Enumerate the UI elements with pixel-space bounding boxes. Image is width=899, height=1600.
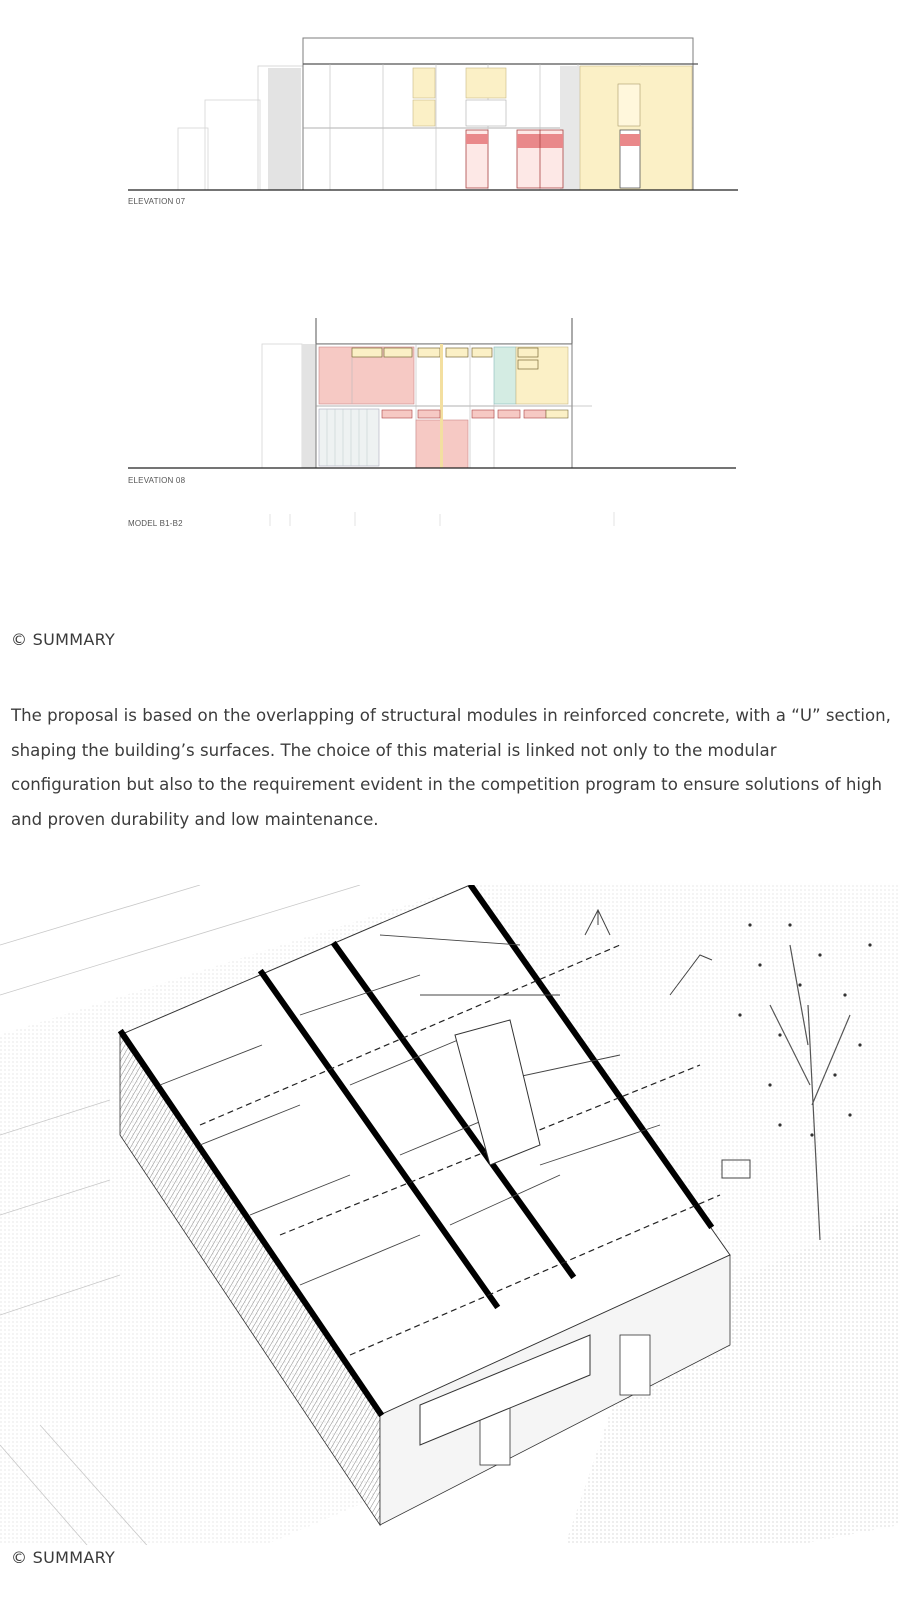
summary-paragraph: The proposal is based on the overlapping of structural modules in reinforced concrete, with a “U” section, shaping the building’s surfaces. The choice of this material is linked not only to the modular configuration but also to the requirement evident in the competition program to ensure solutions of high and proven durability and low maintenance. [11, 706, 891, 829]
elevation-08-drawing [0, 300, 899, 550]
model-caption: MODEL B1-B2 [128, 519, 183, 528]
elevation-07-drawing [0, 0, 899, 230]
axonometric-drawing [0, 885, 899, 1560]
elevation-08-caption: ELEVATION 08 [128, 476, 186, 485]
summary-heading-2: © SUMMARY [11, 1548, 116, 1567]
summary-heading: © SUMMARY [11, 630, 116, 649]
elevation-07-caption: ELEVATION 07 [128, 197, 186, 206]
